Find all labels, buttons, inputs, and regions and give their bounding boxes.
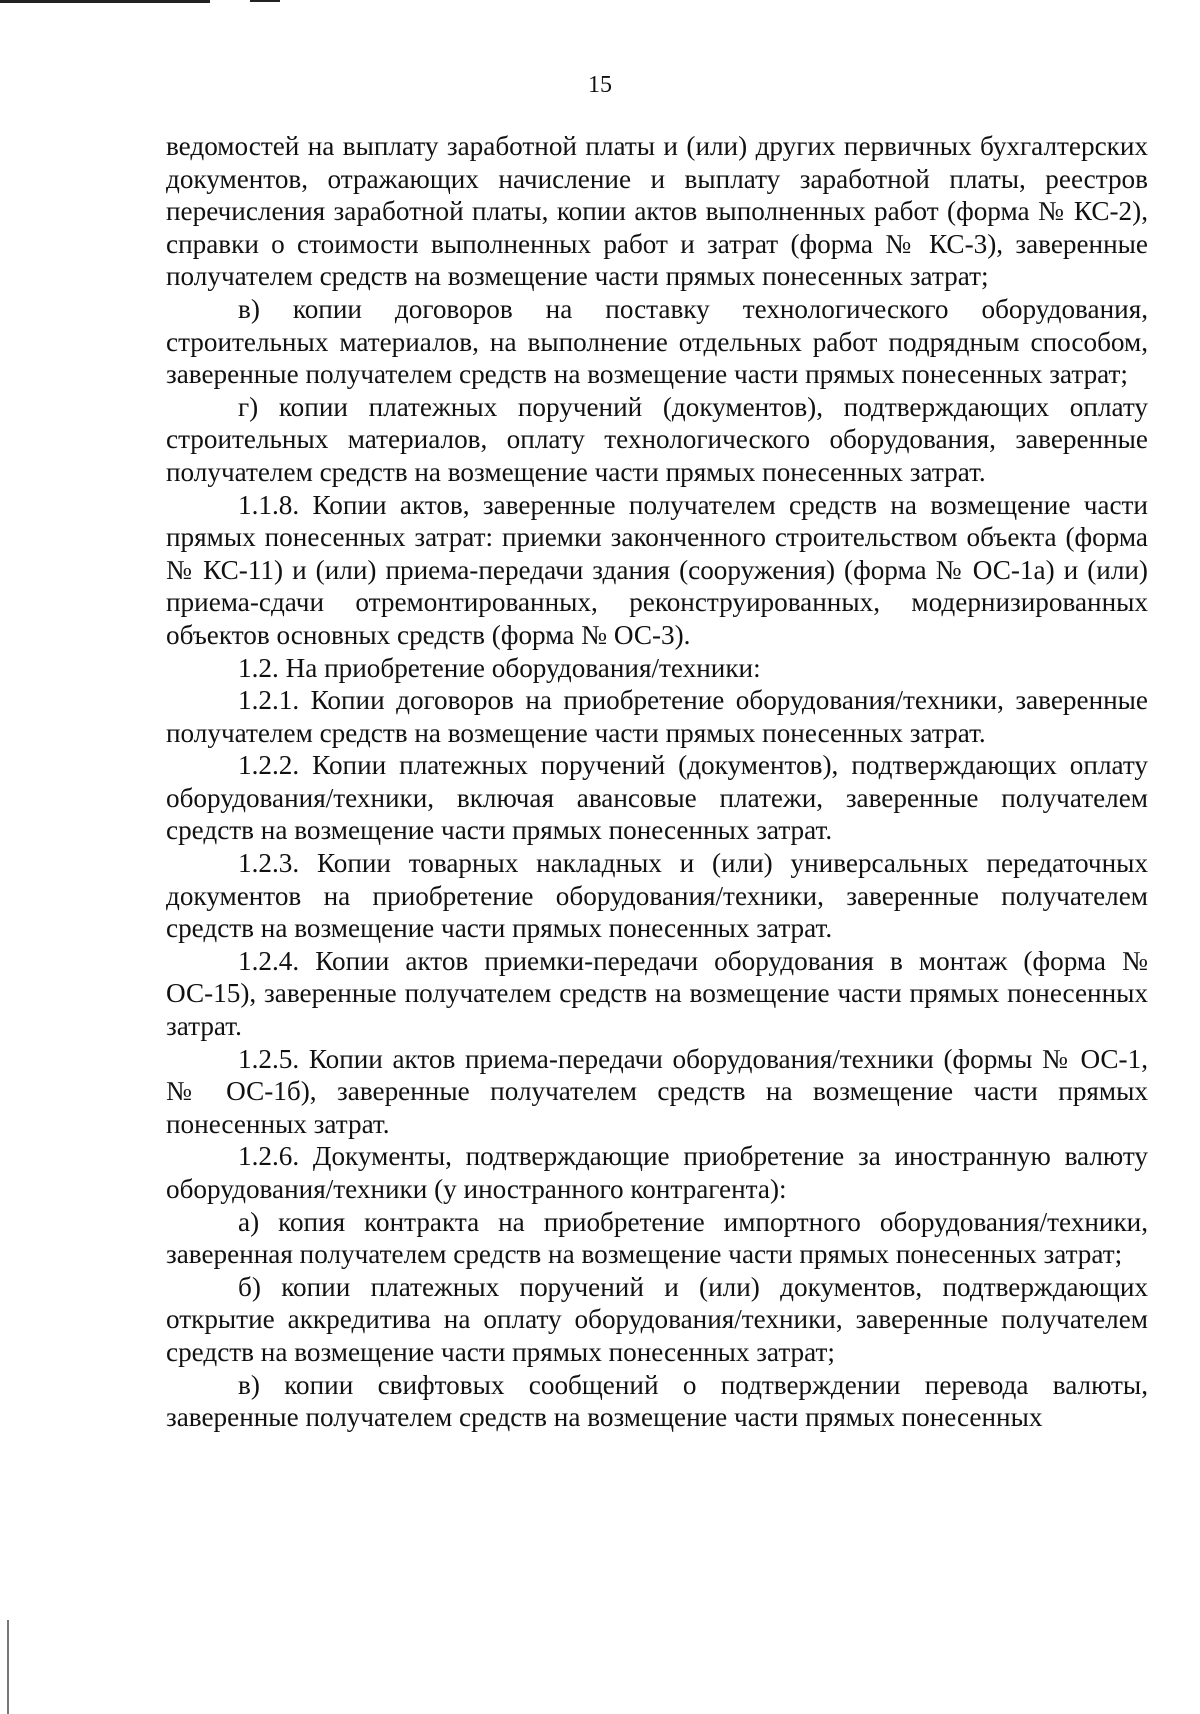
paragraph: ведомостей на выплату заработной платы и (или) других первичных бухгалтерских документов, отражающих начисление и выплату заработной платы, реестров перечисления заработной платы, копии актов выполненных работ (форма № КС-2), справки о стоимости выполненных работ и затрат (форма № КС-3), заверенные получателем средств на возмещение части прямых понесенных затрат;	[166, 131, 1148, 292]
paragraph: 1.1.8. Копии актов, заверенные получателем средств на возмещение части прямых понесенных затрат: приемки законченного строительством объекта (форма № КС-11) и (или) приема-передачи здания (сооружения) (форма № ОС-1а) и (или) приема-сдачи отремонтированных, реконструированных, модернизированных объектов основных средств (форма № ОС-3).	[166, 489, 1148, 650]
paragraph: 1.2.5. Копии актов приема-передачи оборудования/техники (формы № ОС-1, № ОС-1б), заверенные получателем средств на возмещение части прямых понесенных затрат.	[166, 1043, 1148, 1139]
document-body	[166, 130, 1148, 1434]
paragraph: 1.2.6. Документы, подтверждающие приобретение за иностранную валюту оборудования/техники (у иностранного контрагента):	[166, 1141, 1148, 1204]
scan-edge-mark	[250, 0, 280, 2]
page-number: 15	[588, 72, 612, 98]
paragraph: 1.2.4. Копии актов приемки-передачи оборудования в монтаж (форма № ОС-15), заверенные получателем средств на возмещение части прямых понесенных затрат.	[166, 945, 1148, 1042]
paragraph: г) копии платежных поручений (документов), подтверждающих оплату строительных материалов, оплату технологического оборудования, заверенные получателем средств на возмещение части прямых понесенных затрат.	[166, 391, 1148, 487]
paragraph: 1.2.3. Копии товарных накладных и (или) универсальных передаточных документов на приобретение оборудования/техники, заверенные получателем средств на возмещение части прямых понесенных затрат.	[166, 848, 1148, 944]
paragraph: 1.2. На приобретение оборудования/техники:	[238, 652, 761, 683]
paragraph: а) копия контракта на приобретение импортного оборудования/техники, заверенная получателем средств на возмещение части прямых понесенных затрат;	[166, 1206, 1148, 1270]
paragraph: 1.2.2. Копии платежных поручений (документов), подтверждающих оплату оборудования/техники, включая авансовые платежи, заверенные получателем средств на возмещение части прямых понесенных затрат.	[166, 750, 1148, 846]
paragraph: в) копии договоров на поставку технологического оборудования, строительных материалов, на выполнение отдельных работ подрядным способом, заверенные получателем средств на возмещение части прямых понесенных затрат;	[166, 293, 1148, 390]
paragraph: в) копии свифтовых сообщений о подтверждении перевода валюты, заверенные получателем средств на возмещение части прямых понесенных	[166, 1369, 1148, 1433]
scan-edge-mark	[0, 0, 210, 3]
paragraph: 1.2.1. Копии договоров на приобретение оборудования/техники, заверенные получателем средств на возмещение части прямых понесенных затрат.	[166, 685, 1148, 748]
paragraph: б) копии платежных поручений и (или) документов, подтверждающих открытие аккредитива на оплату оборудования/техники, заверенные получателем средств на возмещение части прямых понесенных затрат;	[166, 1271, 1148, 1367]
scan-edge-mark	[7, 1620, 9, 1714]
